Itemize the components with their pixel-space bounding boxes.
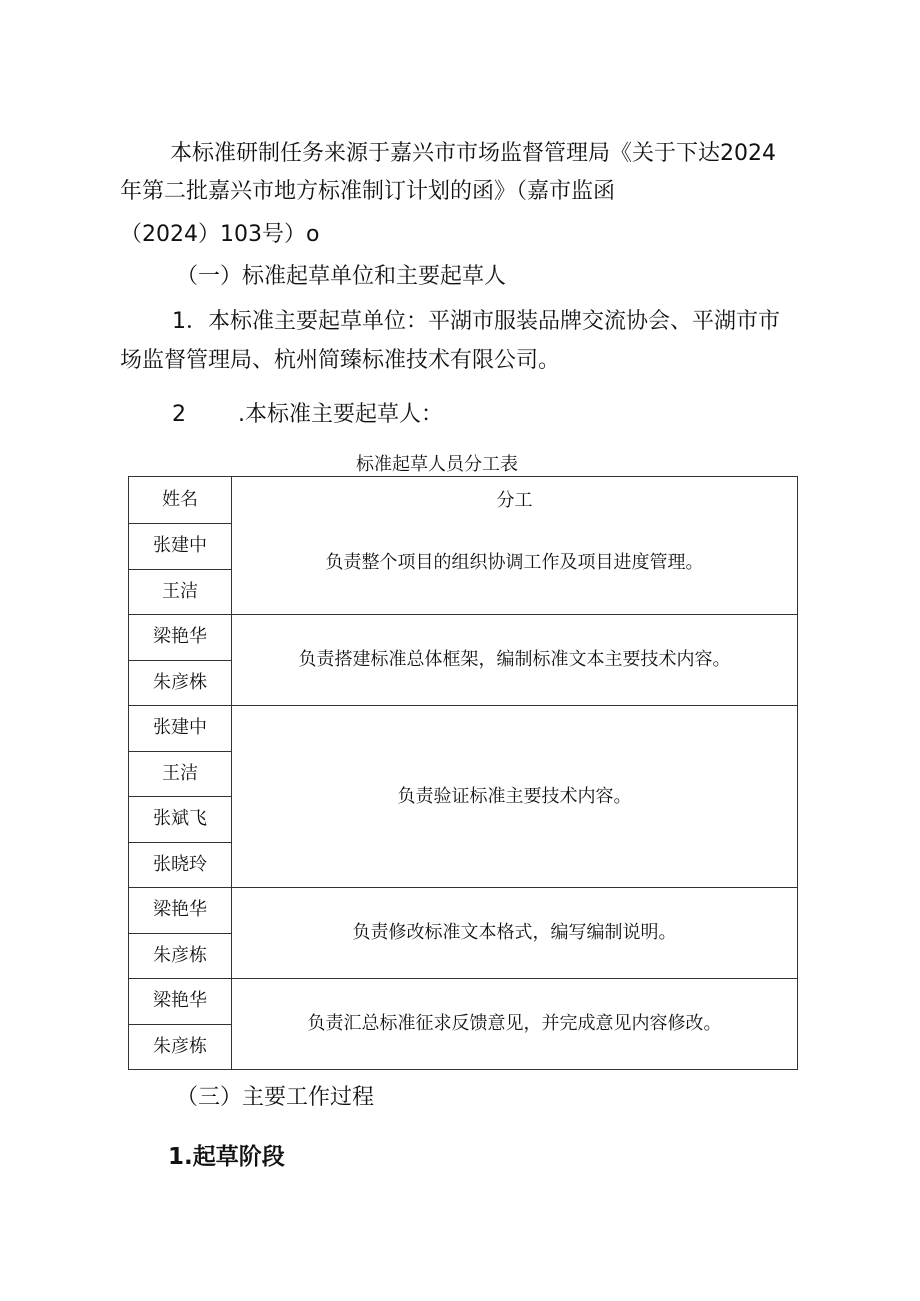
section-heading-drafting-units: （一）标准起草单位和主要起草人: [176, 264, 507, 289]
name-cell: 张晓玲: [129, 842, 232, 888]
table-caption: 标准起草人员分工表: [356, 454, 518, 475]
header-name-cell: 姓名: [129, 477, 232, 524]
subheading-drafting-stage: 1.起草阶段: [168, 1144, 285, 1170]
item-2-number: 2: [172, 402, 186, 427]
drafters-table: [128, 476, 798, 1070]
division-cell-2: 负责搭建标准总体框架，编制标准文本主要技术内容。: [232, 615, 798, 706]
name-cell: 梁艳华: [129, 615, 232, 661]
name-cell: 张建中: [129, 706, 232, 752]
division-cell-3: 负责验证标准主要技术内容。: [232, 706, 798, 888]
intro-line-2: 年第二批嘉兴市地方标准制订计划的函》（嘉市监函: [120, 179, 616, 204]
division-text-1: 负责整个项目的组织协调工作及项目进度管理。: [325, 551, 704, 573]
name-cell: 梁艳华: [129, 888, 232, 934]
division-cell-1: [232, 477, 798, 615]
name-cell: 王洁: [129, 751, 232, 797]
name-cell: 王洁: [129, 569, 232, 615]
section-heading-work-process: （三）主要工作过程: [176, 1085, 375, 1110]
name-cell: 朱彦栋: [129, 1024, 232, 1070]
intro-line-1: 本标准研制任务来源于嘉兴市市场监督管理局《关于下达2024: [170, 141, 776, 166]
name-cell: 朱彦栋: [129, 933, 232, 979]
name-cell: 张建中: [129, 524, 232, 570]
item-2: [172, 400, 443, 430]
header-division: 分工: [496, 489, 533, 511]
name-cell: 梁艳华: [129, 979, 232, 1025]
name-cell: 张斌飞: [129, 797, 232, 843]
name-cell: 朱彦株: [129, 660, 232, 706]
division-cell-5: 负责汇总标准征求反馈意见，并完成意见内容修改。: [232, 979, 798, 1070]
item-1-line-1: 1．本标准主要起草单位：平湖市服装品牌交流协会、平湖市市: [172, 309, 780, 334]
item-2-text: .本标准主要起草人：: [238, 402, 443, 427]
intro-line-3: （2024）103号）o: [120, 222, 320, 247]
item-1-line-2: 场监督管理局、杭州简臻标准技术有限公司。: [120, 348, 561, 373]
division-cell-4: 负责修改标准文本格式，编写编制说明。: [232, 888, 798, 979]
